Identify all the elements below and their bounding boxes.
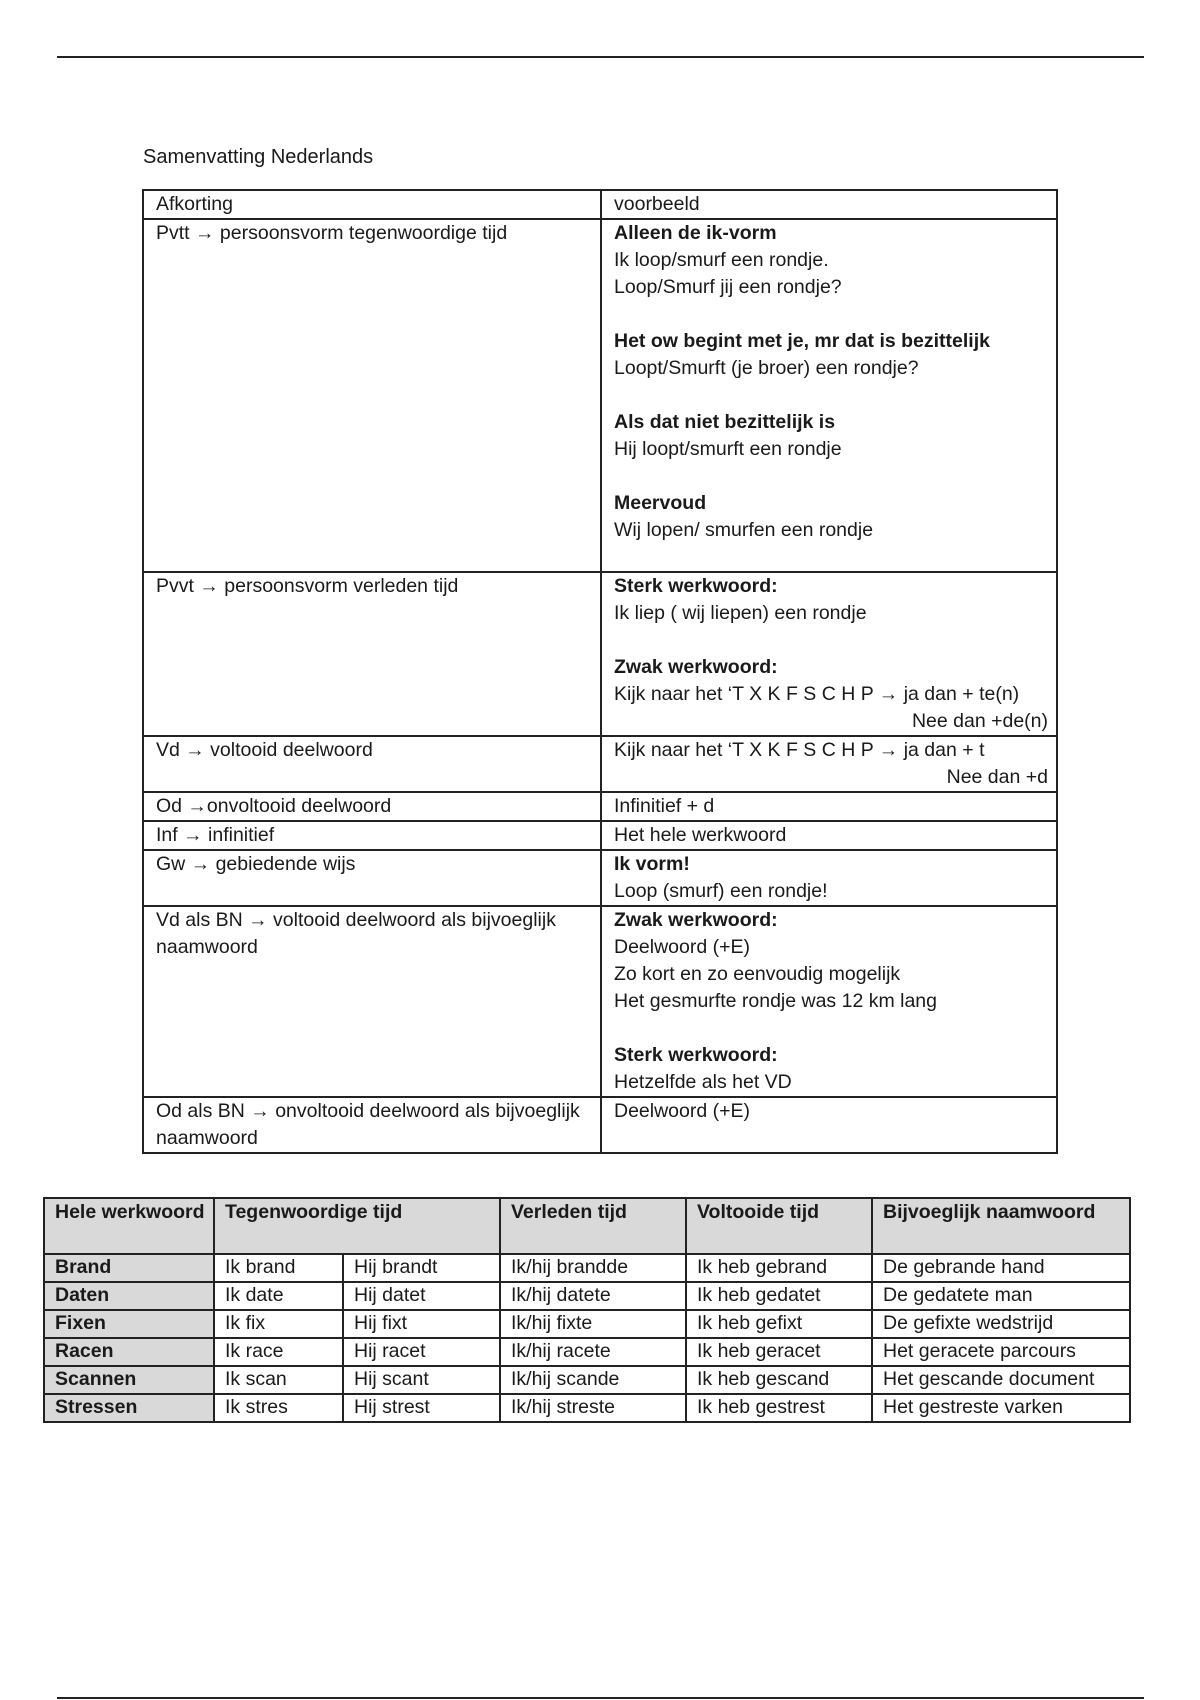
example-cell — [601, 1097, 1057, 1153]
past-cell: Ik/hij datete — [500, 1282, 686, 1310]
perfect-cell: Ik heb geracet — [686, 1338, 872, 1366]
table-row — [143, 1097, 1057, 1153]
adjective-cell: De gebrande hand — [872, 1254, 1130, 1282]
present-ik-cell: Ik race — [214, 1338, 343, 1366]
table-row — [143, 792, 1057, 821]
abbreviation-cell: Vd → voltooid deelwoord — [143, 736, 601, 792]
example-line: Ik liep ( wij liepen) een rondje — [614, 602, 867, 624]
past-cell: Ik/hij streste — [500, 1394, 686, 1422]
example-line: Zwak werkwoord: — [614, 656, 778, 678]
present-ik-cell: Ik fix — [214, 1310, 343, 1338]
table-header-row — [143, 190, 1057, 219]
table-row — [143, 219, 1057, 572]
example-cell — [601, 850, 1057, 906]
example-line — [614, 463, 1056, 490]
adjective-cell: Het gestreste varken — [872, 1394, 1130, 1422]
present-hij-cell: Hij strest — [343, 1394, 500, 1422]
verb-cell: Daten — [44, 1282, 214, 1310]
example-cell — [601, 736, 1057, 792]
present-hij-cell: Hij scant — [343, 1366, 500, 1394]
example-line: Het ow begint met je, mr dat is bezittelijk — [614, 330, 990, 352]
present-ik-cell: Ik date — [214, 1282, 343, 1310]
table-row — [44, 1338, 1130, 1366]
abbreviation-cell: Pvtt → persoonsvorm tegenwoordige tijd — [143, 219, 601, 572]
header-afkorting: Afkorting — [143, 190, 601, 219]
example-line: Hij loopt/smurft een rondje — [614, 438, 842, 460]
abbreviation-cell: Inf → infinitief — [143, 821, 601, 850]
verb-cell: Stressen — [44, 1394, 214, 1422]
header-verleden-tijd: Verleden tijd — [500, 1198, 686, 1254]
adjective-cell: Het gescande document — [872, 1366, 1130, 1394]
example-line: Ik loop/smurf een rondje. — [614, 249, 829, 271]
example-cell — [601, 572, 1057, 736]
example-line: Loopt/Smurft (je broer) een rondje? — [614, 357, 919, 379]
present-ik-cell: Ik scan — [214, 1366, 343, 1394]
example-line: Nee dan +d — [946, 766, 1048, 788]
present-ik-cell: Ik stres — [214, 1394, 343, 1422]
example-line: Nee dan +de(n) — [911, 710, 1048, 732]
example-line: Infinitief + d — [614, 795, 715, 817]
header-voorbeeld: voorbeeld — [601, 190, 1057, 219]
header-tegenwoordige-tijd: Tegenwoordige tijd — [214, 1198, 500, 1254]
perfect-cell: Ik heb gedatet — [686, 1282, 872, 1310]
table-row — [143, 821, 1057, 850]
example-cell — [601, 821, 1057, 850]
example-line: Alleen de ik-vorm — [614, 222, 777, 244]
footer-rule — [57, 1697, 1144, 1699]
document-title: Samenvatting Nederlands — [143, 146, 374, 168]
table-row — [44, 1282, 1130, 1310]
example-line — [614, 1125, 1056, 1152]
perfect-cell: Ik heb gestrest — [686, 1394, 872, 1422]
example-line — [614, 301, 1056, 328]
abbreviation-cell: Gw → gebiedende wijs — [143, 850, 601, 906]
example-line — [614, 382, 1056, 409]
example-line: Zo kort en zo eenvoudig mogelijk — [614, 963, 901, 985]
conjugation-table — [43, 1197, 1131, 1423]
example-line — [614, 544, 1056, 571]
table-row — [143, 850, 1057, 906]
abbreviation-cell: Od →onvoltooid deelwoord — [143, 792, 601, 821]
example-line: Hetzelfde als het VD — [614, 1071, 792, 1093]
adjective-cell: De gedatete man — [872, 1282, 1130, 1310]
table-row — [44, 1366, 1130, 1394]
example-line: Het hele werkwoord — [614, 824, 787, 846]
table-row — [143, 906, 1057, 1097]
example-cell — [601, 906, 1057, 1097]
example-cell — [601, 792, 1057, 821]
example-line: Loop/Smurf jij een rondje? — [614, 276, 842, 298]
table-row — [44, 1394, 1130, 1422]
abbreviation-table — [142, 189, 1058, 1154]
verb-cell: Scannen — [44, 1366, 214, 1394]
past-cell: Ik/hij fixte — [500, 1310, 686, 1338]
example-line: Zwak werkwoord: — [614, 909, 778, 931]
present-hij-cell: Hij fixt — [343, 1310, 500, 1338]
example-line — [614, 1015, 1056, 1042]
example-cell — [601, 219, 1057, 572]
verb-cell: Brand — [44, 1254, 214, 1282]
example-line: Kijk naar het ‘T X K F S C H P → ja dan + te(n) — [614, 683, 1020, 705]
example-line: Wij lopen/ smurfen een rondje — [614, 519, 874, 541]
present-hij-cell: Hij datet — [343, 1282, 500, 1310]
past-cell: Ik/hij racete — [500, 1338, 686, 1366]
verb-cell: Fixen — [44, 1310, 214, 1338]
header-rule — [57, 56, 1144, 58]
example-line: Als dat niet bezittelijk is — [614, 411, 836, 433]
abbreviation-cell: Pvvt → persoonsvorm verleden tijd — [143, 572, 601, 736]
verb-cell: Racen — [44, 1338, 214, 1366]
example-line: Het gesmurfte rondje was 12 km lang — [614, 990, 937, 1012]
present-hij-cell: Hij racet — [343, 1338, 500, 1366]
perfect-cell: Ik heb gescand — [686, 1366, 872, 1394]
table-row — [44, 1310, 1130, 1338]
example-line: Deelwoord (+E) — [614, 1100, 751, 1122]
table-row — [44, 1254, 1130, 1282]
example-line: Kijk naar het ‘T X K F S C H P → ja dan + t — [614, 739, 985, 761]
adjective-cell: Het geracete parcours — [872, 1338, 1130, 1366]
perfect-cell: Ik heb gefixt — [686, 1310, 872, 1338]
table-row — [143, 572, 1057, 736]
example-line: Ik vorm! — [614, 853, 690, 875]
past-cell: Ik/hij scande — [500, 1366, 686, 1394]
abbreviation-cell: Od als BN → onvoltooid deelwoord als bijvoeglijk naamwoord — [143, 1097, 601, 1153]
abbreviation-cell: Vd als BN → voltooid deelwoord als bijvoeglijk naamwoord — [143, 906, 601, 1097]
perfect-cell: Ik heb gebrand — [686, 1254, 872, 1282]
conjugation-header-row — [44, 1198, 1130, 1254]
present-hij-cell: Hij brandt — [343, 1254, 500, 1282]
table-row — [143, 736, 1057, 792]
present-ik-cell: Ik brand — [214, 1254, 343, 1282]
past-cell: Ik/hij brandde — [500, 1254, 686, 1282]
example-line — [614, 627, 1056, 654]
header-voltooide-tijd: Voltooide tijd — [686, 1198, 872, 1254]
example-line: Meervoud — [614, 492, 707, 514]
example-line: Deelwoord (+E) — [614, 936, 751, 958]
example-line: Loop (smurf) een rondje! — [614, 880, 828, 902]
header-hele-werkwoord: Hele werkwoord — [44, 1198, 214, 1254]
example-line: Sterk werkwoord: — [614, 575, 778, 597]
adjective-cell: De gefixte wedstrijd — [872, 1310, 1130, 1338]
example-line: Sterk werkwoord: — [614, 1044, 778, 1066]
header-bijvoeglijk-naamwoord: Bijvoeglijk naamwoord — [872, 1198, 1130, 1254]
